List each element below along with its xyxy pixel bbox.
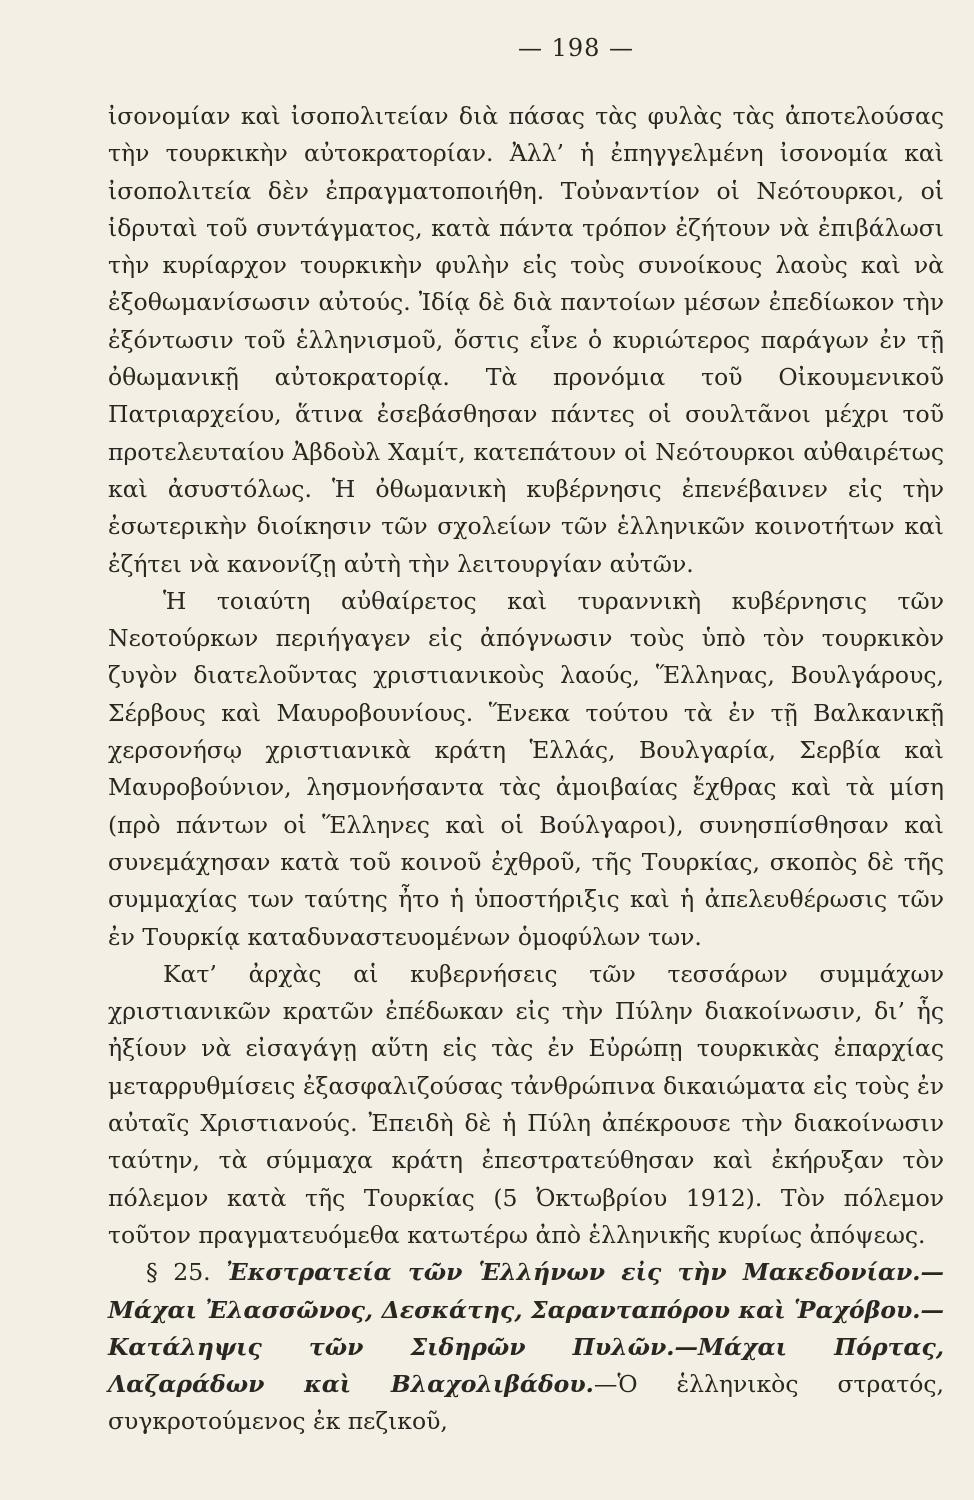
page-body	[108, 98, 944, 1441]
paragraph-3: Κατ’ ἀρχὰς αἱ κυβερνήσεις τῶν τεσσάρων συμμάχων χριστιανικῶν κρατῶν ἐπέδωκαν εἰς τὴν Πύλην διακοίνωσιν, δι’ ἧς ἠξίουν νὰ εἰσαγάγῃ αὕτη εἰς τὰς ἐν Εὐρώπῃ τουρκικὰς ἐπαρχίας μεταρρυθμίσεις ἐξασφαλιζούσας τἀνθρώπινα δικαιώματα εἰς τοὺς ἐν αὐταῖς Χριστιανούς. Ἐπειδὴ δὲ ἡ Πύλη ἀπέκρουσε τὴν διακοίνωσιν ταύτην, τὰ σύμμαχα κράτη ἐπεστρατεύθησαν καὶ ἐκήρυξαν τὸν πόλεμον κατὰ τῆς Τουρκίας (5 Ὀκτωβρίου 1912). Τὸν πόλεμον τοῦτον πραγματευόμεθα κατωτέρω ἀπὸ ἑλληνικῆς κυρίως ἀπόψεως.	[108, 959, 944, 1249]
section-number: § 25.	[146, 1258, 211, 1287]
section-heading	[108, 1254, 944, 1440]
paragraph-2: Ἡ τοιαύτη αὐθαίρετος καὶ τυραννικὴ κυβέρνησις τῶν Νεοτούρκων περιήγαγεν εἰς ἀπόγνωσιν τοὺς ὑπὸ τὸν τουρκικὸν ζυγὸν διατελοῦντας χριστιανικοὺς λαούς, Ἕλληνας, Βουλγάρους, Σέρβους καὶ Μαυροβουνίους. Ἕνεκα τούτου τὰ ἐν τῇ Βαλκανικῇ χερσονήσῳ χριστιανικὰ κράτη Ἑλλάς, Βουλγαρία, Σερβία καὶ Μαυροβούνιον, λησμονήσαντα τὰς ἀμοιβαίας ἔχθρας καὶ τὰ μίση (πρὸ πάντων οἱ Ἕλληνες καὶ οἱ Βούλγαροι), συνησπίσθησαν καὶ συνεμάχησαν κατὰ τοῦ κοινοῦ ἐχθροῦ, τῆς Τουρκίας, σκοπὸς δὲ τῆς συμμαχίας των ταύτης ἦτο ἡ ὑποστήριξις καὶ ἡ ἀπελευθέρωσις τῶν ἐν Τουρκίᾳ καταδυναστευομένων ὁμοφύλων των.	[108, 586, 944, 951]
section-body-start: —Ὁ ἑλληνικὸς στρατός, συγκροτούμενος ἐκ πεζικοῦ,	[108, 1370, 944, 1436]
section-title: Ἐκστρατεία τῶν Ἑλλήνων εἰς τὴν Μακεδονίαν.—Μάχαι Ἐλασσῶνος, Δεσκάτης, Σαρανταπόρου καὶ Ῥαχόβου.—Κατάληψις τῶν Σιδηρῶν Πυλῶν.—Μάχαι Πόρτας, Λαζαράδων καὶ Βλαχολιβάδου.	[108, 1258, 944, 1399]
paragraph-1: ἰσονομίαν καὶ ἰσοπολιτείαν διὰ πάσας τὰς φυλὰς τὰς ἀποτελούσας τὴν τουρκικὴν αὐτοκρατορίαν. Ἀλλ’ ἡ ἐπηγγελμένη ἰσονομία καὶ ἰσοπολιτεία δὲν ἐπραγματοποιήθη. Τοὐναντίον οἱ Νεότουρκοι, οἱ ἱδρυταὶ τοῦ συντάγματος, κατὰ πάντα τρόπον ἐζήτουν νὰ ἐπιβάλωσι τὴν κυρίαρχον τουρκικὴν φυλὴν εἰς τοὺς συνοίκους λαοὺς καὶ νὰ ἐξοθωμανίσωσιν αὐτούς. Ἰδίᾳ δὲ διὰ παντοίων μέσων ἐπεδίωκον τὴν ἐξόντωσιν τοῦ ἑλληνισμοῦ, ὅστις εἶνε ὁ κυριώτερος παράγων ἐν τῇ ὀθωμανικῇ αὐτοκρατορίᾳ. Τὰ προνόμια τοῦ Οἰκουμενικοῦ Πατριαρχείου, ἅτινα ἐσεβάσθησαν πάντες οἱ σουλτᾶνοι μέχρι τοῦ προτελευταίου Ἀβδοὺλ Χαμίτ, κατεπάτουν οἱ Νεότουρκοι αὐθαιρέτως καὶ ἀσυστόλως. Ἡ ὀθωμανικὴ κυβέρνησις ἐπενέβαινεν εἰς τὴν ἐσωτερικὴν διοίκησιν τῶν σχολείων τῶν ἑλληνικῶν κοινοτήτων καὶ ἐζήτει νὰ κανονίζῃ αὐτὴ τὴν λειτουργίαν αὐτῶν.	[108, 102, 944, 578]
page-number: — 198 —	[517, 34, 635, 62]
